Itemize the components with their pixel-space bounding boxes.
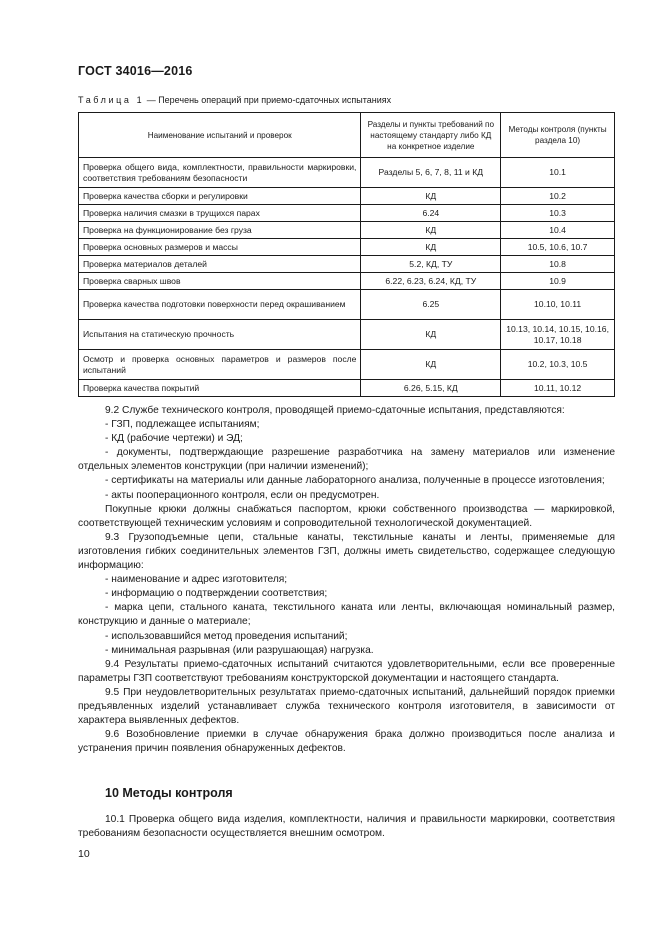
- table-row: [79, 350, 615, 380]
- list-item: - информацию о подтверждении соответствия;: [105, 588, 328, 600]
- list-item: - документы, подтверждающие разрешение разработчика на замену материалов или изменение отдельных элементов конструкции (при наличии изменений);: [78, 447, 615, 473]
- table-caption-text: — Перечень операций при приемо-сдаточных испытаниях: [144, 95, 392, 105]
- paragraph-9-3: 9.3 Грузоподъемные цепи, стальные канаты, текстильные канаты и ленты, применяемые для изготовления гибких соединительных элементов ГЗП, должны иметь свидетельство, содержащее следующую информацию:: [78, 531, 615, 572]
- table-cell: Проверка наличия смазки в трущихся парах: [79, 205, 361, 222]
- table-cell: 10.3: [501, 205, 615, 222]
- table-cell: 6.25: [361, 290, 501, 320]
- table-cell: Проверка на функционирование без груза: [79, 222, 361, 239]
- list-item: - минимальная разрывная (или разрушающая) нагрузка.: [105, 644, 374, 656]
- list-item: - наименование и адрес изготовителя;: [105, 574, 288, 586]
- table-row: [79, 256, 615, 273]
- table-cell: 10.5, 10.6, 10.7: [501, 239, 615, 256]
- table-row: [79, 290, 615, 320]
- table-row: [79, 222, 615, 239]
- list-item: - акты пооперационного контроля, если он предусмотрен.: [105, 489, 380, 501]
- list-item: - КД (рабочие чертежи) и ЭД;: [105, 433, 243, 445]
- table-row: [79, 320, 615, 350]
- table-cell: Проверка основных размеров и массы: [79, 239, 361, 256]
- table-cell: КД: [361, 320, 501, 350]
- table-cell: 10.8: [501, 256, 615, 273]
- table-caption-label: Таблица 1: [78, 95, 145, 105]
- paragraph-9-2: 9.2 Службе технического контроля, проводящей приемо-сдаточные испытания, представляются:: [105, 405, 565, 416]
- table-cell: Осмотр и проверка основных параметров и размеров после испытаний: [79, 350, 361, 380]
- paragraph-hooks: Покупные крюки должны снабжаться паспортом, крюки собственного производства — маркировкой, соответствующей техническим условиям и сопроводительной технологической документацией.: [78, 503, 615, 529]
- table-cell: Проверка качества сборки и регулировки: [79, 188, 361, 205]
- paragraph-9-4: 9.4 Результаты приемо-сдаточных испытаний считаются удовлетворительными, если все проверенные параметры ГЗП соответствуют требованиям конструкторской документации и настоящего стандарта.: [78, 658, 615, 684]
- header-cell-methods: Методы контроля (пункты раздела 10): [501, 113, 615, 158]
- page-number: 10: [78, 848, 90, 860]
- document-body: [78, 404, 615, 756]
- list-item: - сертификаты на материалы или данные лабораторного анализа, полученные в процессе изготовления;: [105, 475, 605, 487]
- table-cell: 6.26, 5.15, КД: [361, 380, 501, 397]
- document-header: ГОСТ 34016—2016: [78, 64, 193, 78]
- list-item: - марка цепи, стального каната, текстильного каната или ленты, включающая номинальный размер, конструкцию и данные о материале;: [78, 602, 615, 628]
- table-row: [79, 158, 615, 188]
- table-cell: 10.2: [501, 188, 615, 205]
- list-item: - ГЗП, подлежащее испытаниям;: [105, 419, 260, 431]
- paragraph-10-1: 10.1 Проверка общего вида изделия, комплектности, наличия и правильности маркировки, соответствия требованиям безопасности осуществляется внешним осмотром.: [78, 814, 615, 840]
- table-cell: 6.22, 6.23, 6.24, КД, ТУ: [361, 273, 501, 290]
- table-row: [79, 239, 615, 256]
- table-caption: [78, 95, 391, 105]
- table-cell: Проверка общего вида, комплектности, правильности маркировки, соответствия требованиям безопасности: [79, 158, 361, 188]
- table-cell: 10.10, 10.11: [501, 290, 615, 320]
- table-cell: 10.11, 10.12: [501, 380, 615, 397]
- table-cell: 5.2, КД, ТУ: [361, 256, 501, 273]
- table-header-row: [79, 113, 615, 158]
- header-cell-requirements: Разделы и пункты требований по настоящему стандарту либо КД на конкретное изделие: [361, 113, 501, 158]
- table-row: [79, 188, 615, 205]
- table-row: [79, 273, 615, 290]
- table-cell: 10.1: [501, 158, 615, 188]
- table-cell: 10.13, 10.14, 10.15, 10.16, 10.17, 10.18: [501, 320, 615, 350]
- table-cell: 10.4: [501, 222, 615, 239]
- table-cell: Проверка материалов деталей: [79, 256, 361, 273]
- paragraph-9-6: 9.6 Возобновление приемки в случае обнаружения брака должно производиться после анализа и устранения причин появления обнаруженных дефектов.: [78, 729, 615, 755]
- section-title: 10 Методы контроля: [105, 786, 233, 800]
- table-cell: 10.9: [501, 273, 615, 290]
- paragraph-9-5: 9.5 При неудовлетворительных результатах приемо-сдаточных испытаний, дальнейший порядок приемки предъявленных изделий устанавливает служба технического контроля изготовителя, в зависимости от характера выявленных дефектов.: [78, 686, 615, 727]
- header-cell-tests: Наименование испытаний и проверок: [79, 113, 361, 158]
- table-cell: 10.2, 10.3, 10.5: [501, 350, 615, 380]
- table-cell: КД: [361, 350, 501, 380]
- table-cell: КД: [361, 222, 501, 239]
- table-cell: 6.24: [361, 205, 501, 222]
- table-cell: Проверка качества подготовки поверхности перед окрашиванием: [79, 290, 361, 320]
- table-cell: КД: [361, 239, 501, 256]
- table-cell: КД: [361, 188, 501, 205]
- table-cell: Разделы 5, 6, 7, 8, 11 и КД: [361, 158, 501, 188]
- operations-table: [78, 112, 615, 397]
- list-item: - использовавшийся метод проведения испытаний;: [105, 630, 348, 642]
- table-cell: Испытания на статическую прочность: [79, 320, 361, 350]
- table-row: [79, 380, 615, 397]
- table-cell: Проверка качества покрытий: [79, 380, 361, 397]
- table-row: [79, 205, 615, 222]
- table-cell: Проверка сварных швов: [79, 273, 361, 290]
